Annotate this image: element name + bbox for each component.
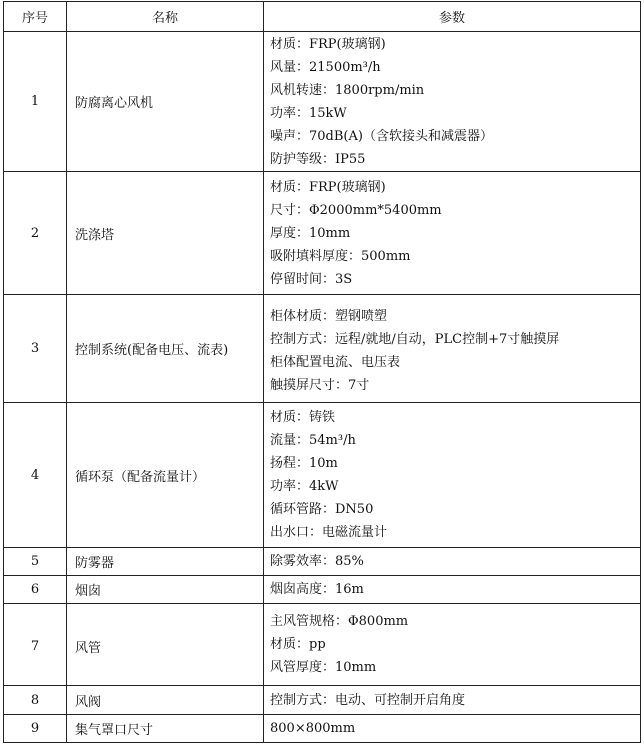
param-line: 功率：4kW (270, 479, 339, 494)
row-params (264, 576, 641, 604)
header-index: 序号 (4, 2, 67, 32)
row-name: 风阀 (67, 686, 264, 715)
param-line: 出水口：电磁流量计 (270, 525, 388, 540)
param-line: 800×800mm (270, 721, 356, 736)
row-name: 控制系统(配备电压、流表) (67, 295, 264, 403)
row-name: 洗涤塔 (67, 172, 264, 295)
equipment-spec-table (3, 1, 641, 743)
param-line: 尺寸：Φ2000mm*5400mm (270, 202, 442, 218)
row-index: 8 (4, 686, 67, 715)
row-index: 9 (4, 715, 67, 743)
row-index: 5 (4, 548, 67, 576)
row-index: 2 (4, 172, 67, 295)
table-row (4, 686, 641, 715)
row-index: 6 (4, 576, 67, 604)
row-params (264, 403, 641, 548)
param-line: 除雾效率：85% (270, 554, 364, 569)
header-params: 参数 (264, 2, 641, 32)
table-row (4, 295, 641, 403)
row-params (264, 548, 641, 576)
param-line: 防护等级：IP55 (270, 151, 366, 167)
param-line: 主风管规格：Φ800mm (270, 614, 409, 629)
param-line: 柜体配置电流、电压表 (270, 354, 401, 370)
param-line: 风管厚度：10mm (270, 660, 377, 675)
table-row (4, 403, 641, 548)
row-name: 防腐离心风机 (67, 32, 264, 172)
table-row (4, 576, 641, 604)
row-name: 烟囱 (67, 576, 264, 604)
param-line: 流量：54m³/h (270, 433, 356, 448)
param-line: 材质：FRP(玻璃钢) (270, 36, 386, 52)
param-line: 控制方式：远程/就地/自动，PLC控制+7寸触摸屏 (270, 331, 560, 347)
row-index: 4 (4, 403, 67, 548)
row-name: 集气罩口尺寸 (67, 715, 264, 743)
param-line: 材质：FRP(玻璃钢) (270, 179, 386, 195)
param-line: 噪声：70dB(A)（含软接头和减震器） (270, 128, 493, 144)
param-line: 循环管路：DN50 (270, 502, 374, 517)
param-line: 厚度：10mm (270, 225, 351, 241)
row-index: 7 (4, 604, 67, 686)
param-line: 功率：15kW (270, 105, 347, 121)
param-line: 触摸屏尺寸：7寸 (270, 377, 370, 393)
param-line: 风量：21500m³/h (270, 59, 381, 75)
table-row (4, 715, 641, 743)
param-line: 控制方式：电动、可控制开启角度 (270, 692, 466, 708)
row-params (264, 172, 641, 295)
param-line: 风机转速：1800rpm/min (270, 82, 425, 98)
param-line: 吸附填料厚度：500mm (270, 248, 411, 264)
param-line: 停留时间：3S (270, 271, 353, 287)
row-params (264, 32, 641, 172)
row-params (264, 604, 641, 686)
row-name: 风管 (67, 604, 264, 686)
row-params (264, 715, 641, 743)
row-params (264, 686, 641, 715)
table-row (4, 172, 641, 295)
table-row (4, 604, 641, 686)
param-line: 烟囱高度：16m (270, 582, 364, 597)
table-row (4, 548, 641, 576)
header-name: 名称 (67, 2, 264, 32)
row-name: 循环泵（配备流量计） (67, 403, 264, 548)
param-line: 材质：pp (270, 637, 326, 652)
row-params (264, 295, 641, 403)
table-header-row (4, 2, 641, 32)
row-index: 3 (4, 295, 67, 403)
param-line: 扬程：10m (270, 456, 338, 471)
row-name: 防雾器 (67, 548, 264, 576)
table-row (4, 32, 641, 172)
row-index: 1 (4, 32, 67, 172)
param-line: 柜体材质：塑钢喷塑 (270, 308, 388, 324)
param-line: 材质：铸铁 (270, 410, 336, 425)
